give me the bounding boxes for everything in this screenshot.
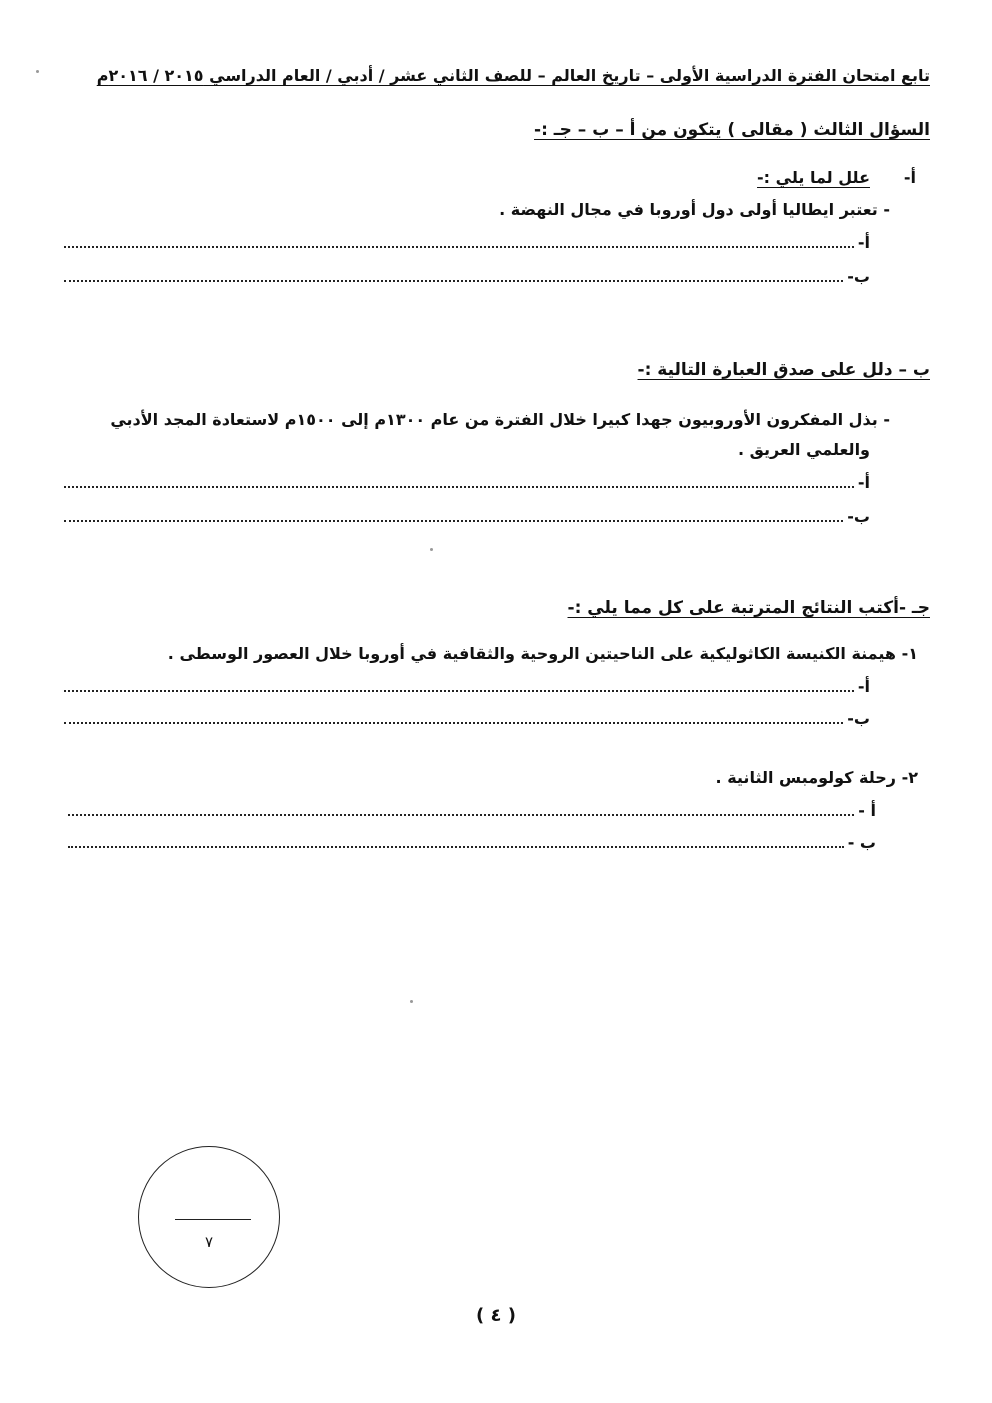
part-a-title: علل لما يلي :- xyxy=(757,168,870,187)
answer-dotted-line xyxy=(64,684,854,692)
answer-label: ب- xyxy=(847,267,870,286)
answer-label: ب- xyxy=(847,709,870,728)
question-title: السؤال الثالث ( مقالى ) يتكون من أ – ب – جـ :- xyxy=(534,120,930,140)
answer-dotted-line xyxy=(68,808,854,816)
exam-header: تابع امتحان الفترة الدراسية الأولى – تاريخ العالم – للصف الثاني عشر / أدبي / العام الدراسي ٢٠١٥ / ٢٠١٦م xyxy=(96,66,930,85)
part-a-answer-b[interactable] xyxy=(64,266,870,286)
answer-dotted-line xyxy=(64,514,843,522)
scan-speck xyxy=(410,1000,413,1003)
answer-dotted-line xyxy=(64,716,843,724)
part-a-item: - تعتبر ايطاليا أولى دول أوروبا في مجال النهضة . xyxy=(499,200,890,219)
answer-label: أ- xyxy=(857,473,870,492)
scan-speck xyxy=(430,548,433,551)
answer-label: ب - xyxy=(847,833,876,852)
part-c-item1-answer-b[interactable] xyxy=(64,708,870,728)
part-c-item1: ١- هيمنة الكنيسة الكاثوليكية على الناحيتين الروحية والثقافية في أوروبا خلال العصور الوسطى . xyxy=(167,644,918,663)
grade-divider-line xyxy=(175,1219,251,1220)
page-number: ( ٤ ) xyxy=(476,1305,516,1326)
part-b-answer-a[interactable] xyxy=(64,472,870,492)
answer-dotted-line xyxy=(64,274,843,282)
grade-total: ٧ xyxy=(204,1233,214,1251)
part-c-item2: ٢- رحلة كولومبس الثانية . xyxy=(715,768,918,787)
part-c-item2-answer-a[interactable] xyxy=(68,800,876,820)
part-c-item2-answer-b[interactable] xyxy=(68,832,876,852)
answer-dotted-line xyxy=(64,240,854,248)
part-a-label: أ- xyxy=(903,168,916,187)
answer-dotted-line xyxy=(64,480,854,488)
part-c-title: جـ -أكتب النتائج المترتبة على كل مما يلي :- xyxy=(567,598,930,618)
answer-label: ب- xyxy=(847,507,870,526)
grade-stamp xyxy=(138,1146,280,1288)
part-b-title: ب – دلل على صدق العبارة التالية :- xyxy=(637,360,930,380)
scan-speck xyxy=(36,70,39,73)
part-c-item1-answer-a[interactable] xyxy=(64,676,870,696)
part-b-item-line1: - بذل المفكرون الأوروبيون جهدا كبيرا خلال الفترة من عام ١٣٠٠م إلى ١٥٠٠م لاستعادة المجد الأدبي xyxy=(110,410,890,429)
answer-label: أ- xyxy=(857,677,870,696)
answer-label: أ - xyxy=(858,801,876,820)
part-b-answer-b[interactable] xyxy=(64,506,870,526)
part-a-answer-a[interactable] xyxy=(64,232,870,252)
answer-label: أ- xyxy=(857,233,870,252)
part-b-item-line2: والعلمي العريق . xyxy=(737,440,870,459)
answer-dotted-line xyxy=(68,840,844,848)
